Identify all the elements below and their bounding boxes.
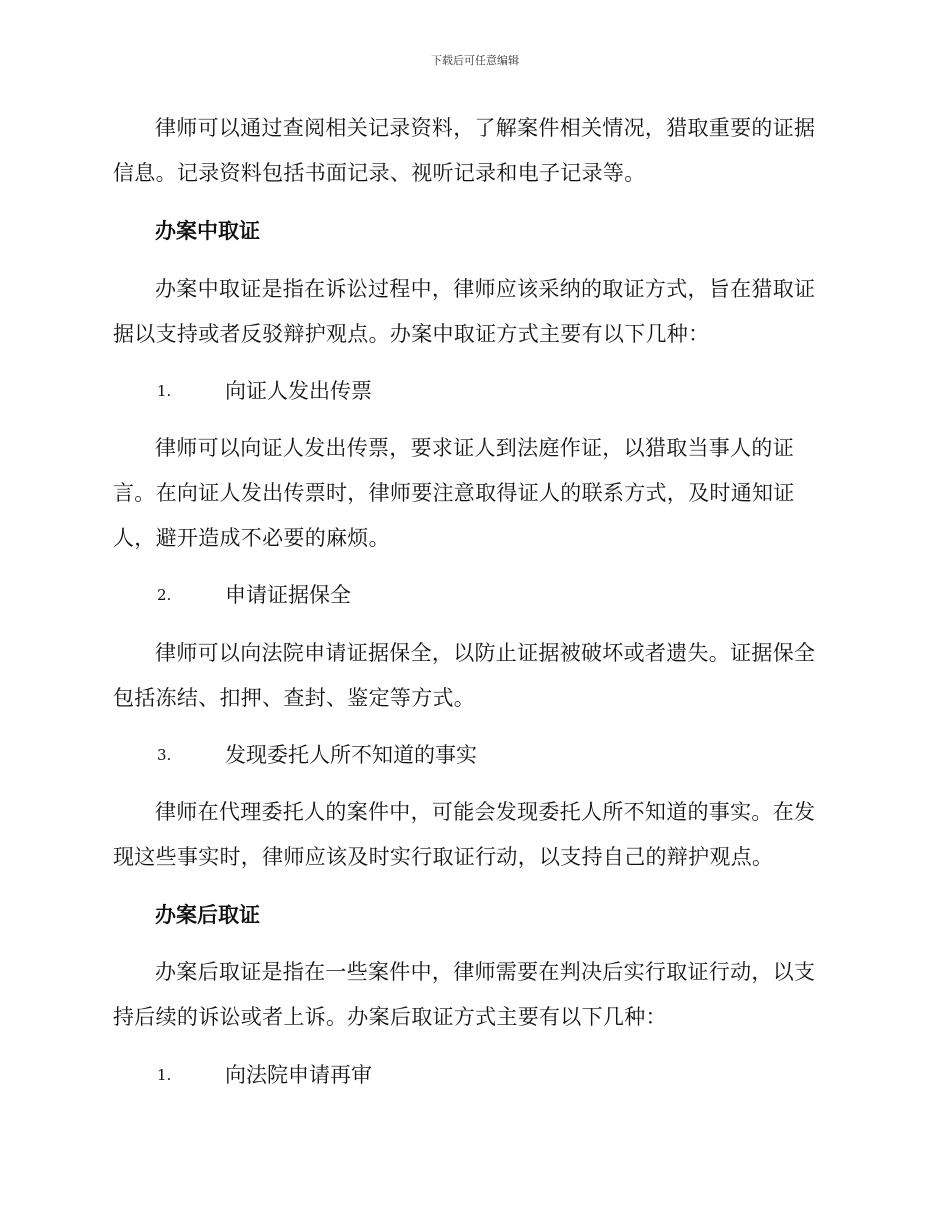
list-number: 1.	[157, 382, 172, 400]
paragraph-summon-witness: 律师可以向证人发出传票，要求证人到法庭作证，以猎取当事人的证言。在向证人发出传票时，律师要注意取得证人的联系方式，及时通知证人，避开造成不必要的麻烦。	[113, 436, 795, 550]
section-heading-during-case: 办案中取证	[155, 219, 260, 243]
list-number: 2.	[157, 586, 172, 604]
list-item-unknown-facts	[157, 740, 797, 770]
paragraph-after-case-intro: 办案后取证是指在一些案件中，律师需要在判决后实行取证行动，以支持后续的诉讼或者上诉。办案后取证方式主要有以下几种：	[113, 960, 816, 1029]
paragraph-records: 律师可以通过查阅相关记录资料，了解案件相关情况，猎取重要的证据信息。记录资料包括书面记录、视听记录和电子记录等。	[113, 116, 816, 185]
list-item-summon-witness	[157, 376, 797, 406]
list-item-text: 发现委托人所不知道的事实	[225, 743, 477, 767]
paragraph-evidence-preservation: 律师可以向法院申请证据保全，以防止证据被破坏或者遗失。证据保全包括冻结、扣押、查封、鉴定等方式。	[113, 641, 816, 710]
paragraph-during-case-intro: 办案中取证是指在诉讼过程中，律师应该采纳的取证方式，旨在猎取证据以支持或者反驳辩护观点。办案中取证方式主要有以下几种：	[113, 277, 816, 346]
list-item-text: 申请证据保全	[225, 583, 351, 607]
paragraph-unknown-facts: 律师在代理委托人的案件中，可能会发现委托人所不知道的事实。在发现这些事实时，律师应该及时实行取证行动，以支持自己的辩护观点。	[113, 800, 816, 869]
section-heading-after-case: 办案后取证	[155, 903, 260, 927]
list-item-text: 向证人发出传票	[225, 379, 372, 403]
list-number: 1.	[157, 1066, 172, 1084]
list-item-retrial	[157, 1060, 797, 1090]
list-item-text: 向法院申请再审	[225, 1063, 372, 1087]
page-header: 下载后可任意编辑	[431, 54, 519, 67]
list-item-evidence-preservation	[157, 580, 797, 610]
list-number: 3.	[157, 746, 172, 764]
